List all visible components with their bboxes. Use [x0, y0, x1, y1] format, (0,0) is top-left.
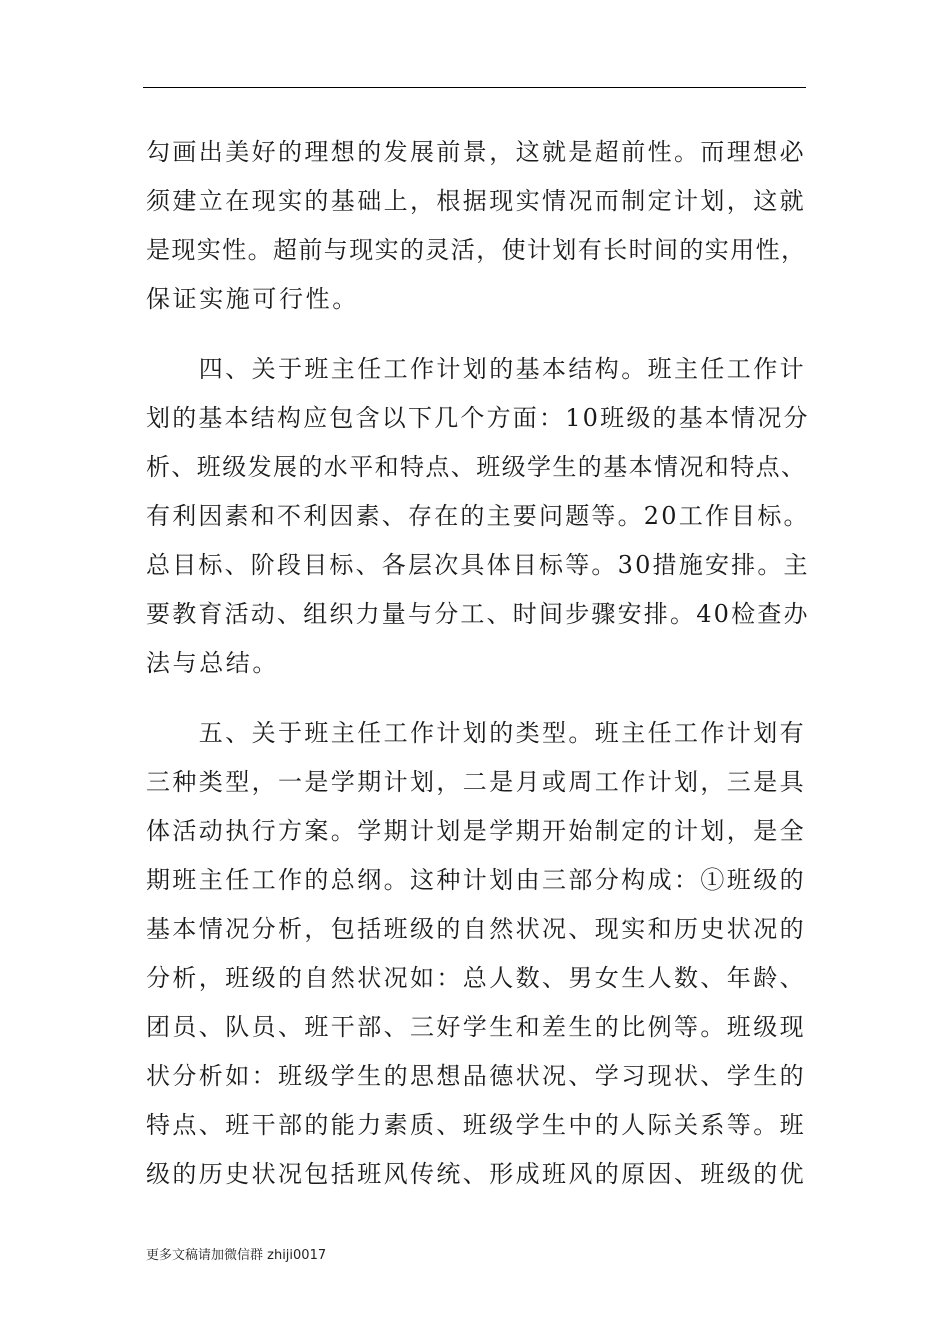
text-line: 团员、队员、班干部、三好学生和差生的比例等。班级现: [146, 1013, 806, 1041]
paragraph-continuation: [146, 128, 810, 324]
text-line: 状分析如：班级学生的思想品德状况、学习现状、学生的: [146, 1062, 806, 1090]
text-line: 体活动执行方案。学期计划是学期开始制定的计划，是全: [146, 817, 806, 845]
paragraph-section-five: [146, 709, 810, 1199]
paragraph-gap: [146, 324, 810, 345]
text-line: 特点、班干部的能力素质、班级学生中的人际关系等。班: [146, 1111, 806, 1139]
text-line: 总目标、阶段目标、各层次具体目标等。30措施安排。主: [146, 551, 810, 579]
text-line: 四、关于班主任工作计划的基本结构。班主任工作计: [146, 355, 806, 383]
text-line: 是现实性。超前与现实的灵活，使计划有长时间的实用性，: [146, 236, 807, 264]
footer-note: 更多文稿请加微信群 zhiji0017: [146, 1248, 327, 1263]
text-line: 要教育活动、组织力量与分工、时间步骤安排。40检查办: [146, 600, 810, 628]
text-line: 五、关于班主任工作计划的类型。班主任工作计划有: [146, 719, 806, 747]
text-line: 须建立在现实的基础上，根据现实情况而制定计划，这就: [146, 187, 806, 215]
text-line: 分析，班级的自然状况如：总人数、男女生人数、年龄、: [146, 964, 806, 992]
text-line: 有利因素和不利因素、存在的主要问题等。20工作目标。: [146, 502, 810, 530]
text-line: 期班主任工作的总纲。这种计划由三部分构成：①班级的: [146, 866, 806, 894]
paragraph-section-four: [146, 345, 810, 688]
text-line: 级的历史状况包括班风传统、形成班风的原因、班级的优: [146, 1160, 806, 1188]
text-line: 划的基本结构应包含以下几个方面：10班级的基本情况分: [146, 404, 810, 432]
text-line: 析、班级发展的水平和特点、班级学生的基本情况和特点、: [146, 453, 807, 481]
text-line: 勾画出美好的理想的发展前景，这就是超前性。而理想必: [146, 138, 806, 166]
text-line: 法与总结。: [146, 649, 279, 677]
header-rule: [143, 87, 806, 88]
text-line: 保证实施可行性。: [146, 285, 359, 313]
document-body: [146, 128, 810, 1199]
paragraph-gap: [146, 688, 810, 709]
text-line: 基本情况分析，包括班级的自然状况、现实和历史状况的: [146, 915, 806, 943]
text-line: 三种类型，一是学期计划，二是月或周工作计划，三是具: [146, 768, 806, 796]
